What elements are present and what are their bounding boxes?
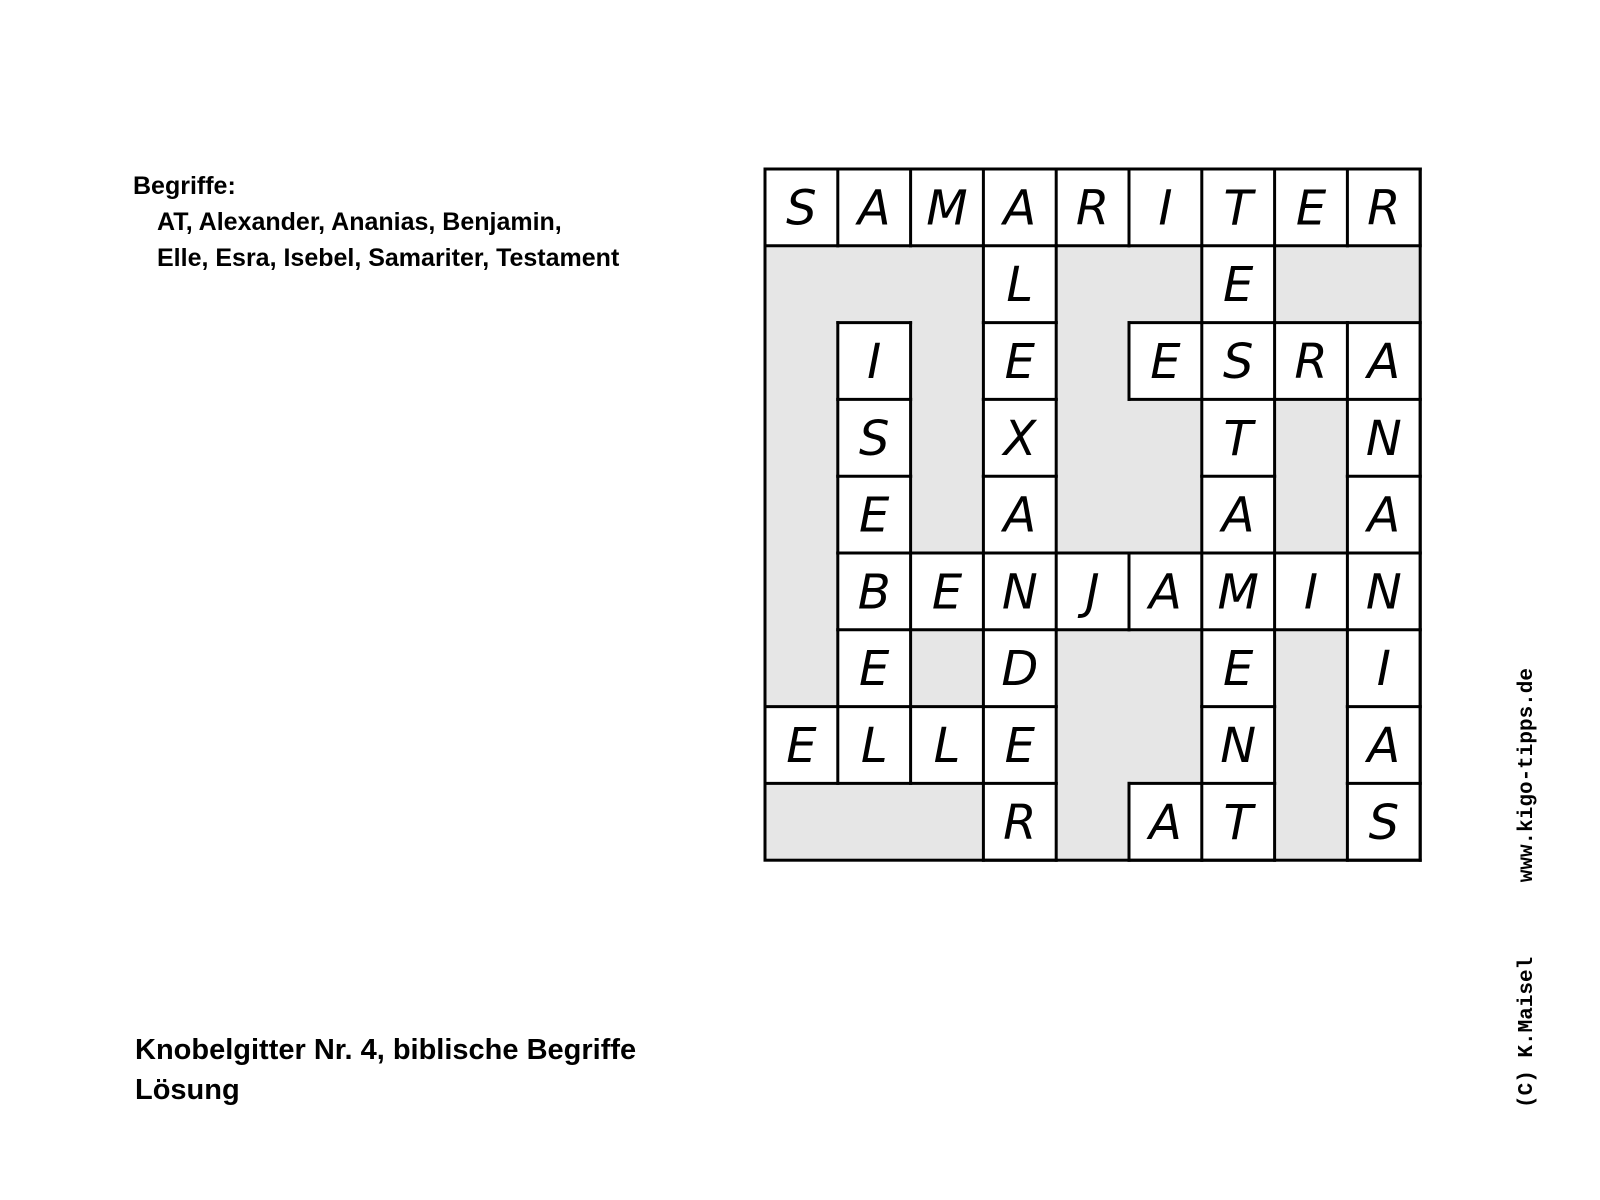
grid-letter: A bbox=[1148, 564, 1182, 621]
grid-letter: A bbox=[1367, 718, 1401, 774]
grid-letter: A bbox=[1148, 794, 1182, 851]
grid-letter: R bbox=[1294, 334, 1328, 390]
grid-letter: A bbox=[1367, 334, 1401, 390]
puzzle-subtitle: Lösung bbox=[135, 1074, 240, 1106]
puzzle-title-text: Knobelgitter Nr. 4, biblische Begriffe bbox=[135, 1034, 637, 1066]
grid-letter: B bbox=[857, 564, 891, 621]
grid-letter: S bbox=[858, 410, 890, 467]
grid-letter: A bbox=[1003, 487, 1037, 544]
grid-letter: N bbox=[1365, 410, 1402, 467]
grid-letter: R bbox=[1367, 180, 1401, 237]
grid-letter: S bbox=[786, 180, 817, 237]
grid-letter: E bbox=[931, 564, 963, 621]
grid-letter: R bbox=[1003, 794, 1037, 851]
grid-letter: S bbox=[1222, 334, 1254, 390]
grid-letter: I bbox=[1303, 564, 1319, 621]
website-text: www.kigo-tipps.de bbox=[1516, 668, 1539, 883]
grid-letter: E bbox=[1223, 257, 1254, 314]
grid-letter: L bbox=[860, 718, 888, 774]
grid-letter: T bbox=[1223, 794, 1253, 851]
grid-letter: T bbox=[1223, 410, 1253, 467]
grid-letter: E bbox=[1004, 334, 1035, 390]
puzzle-title bbox=[135, 1030, 636, 1110]
grid-letter: D bbox=[1001, 641, 1039, 698]
grid-letter: E bbox=[1295, 180, 1327, 237]
grid-letter: M bbox=[926, 180, 968, 237]
grid-letter: E bbox=[859, 641, 890, 698]
grid-letter: A bbox=[1221, 487, 1255, 544]
grid-letter: A bbox=[857, 180, 891, 237]
copyright-text: (C) K.Maisel bbox=[1516, 956, 1539, 1108]
grid-letter: E bbox=[1004, 718, 1035, 774]
terms-line-2: Elle, Esra, Isebel, Samariter, Testament bbox=[157, 244, 620, 272]
grid-letter: A bbox=[1367, 487, 1401, 544]
grid-letter: S bbox=[1368, 794, 1400, 851]
grid-letter: I bbox=[867, 334, 882, 390]
grid-letter: J bbox=[1085, 564, 1100, 621]
grid-letter: A bbox=[1003, 180, 1037, 237]
grid-letter: N bbox=[1220, 718, 1257, 774]
grid-letter: R bbox=[1075, 180, 1110, 237]
grid-letter: X bbox=[1003, 410, 1037, 467]
grid-letter: E bbox=[1150, 334, 1181, 390]
terms-heading: Begriffe: bbox=[133, 172, 236, 200]
grid-letter: M bbox=[1217, 564, 1259, 621]
grid-letter: L bbox=[1006, 257, 1034, 314]
grid-letter: I bbox=[1376, 641, 1391, 698]
grid-letter: E bbox=[859, 487, 890, 544]
grid-letter: T bbox=[1223, 180, 1253, 237]
terms-line-1: AT, Alexander, Ananias, Benjamin, bbox=[157, 208, 562, 236]
grid-letter: N bbox=[1365, 564, 1402, 621]
grid-letter: L bbox=[933, 718, 961, 774]
grid-letter: N bbox=[1001, 564, 1038, 621]
grid-letter: E bbox=[786, 718, 817, 774]
grid-letter: E bbox=[1223, 641, 1254, 698]
grid-letter: I bbox=[1158, 180, 1173, 237]
